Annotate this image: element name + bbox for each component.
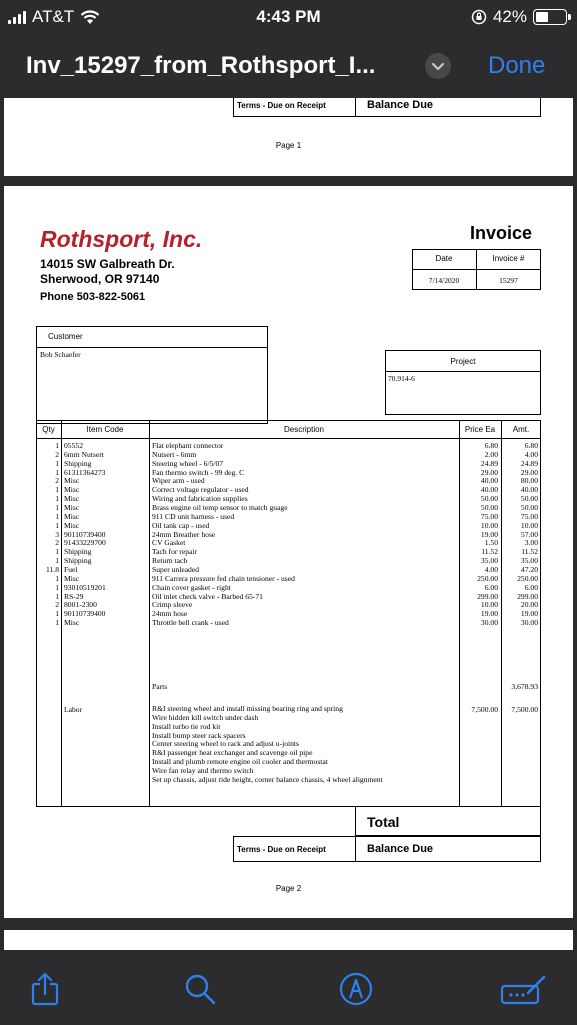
item-price-cell: 50.00 [480, 503, 498, 513]
item-price-cell: 6.00 [484, 582, 498, 592]
customer-value: Bob Schaefer [40, 350, 81, 359]
item-desc-cell: CV Gasket [152, 538, 186, 548]
item-desc-cell: Tach for repair [152, 547, 198, 557]
item-price-cell: 24.89 [480, 458, 498, 468]
parts-amount: 3,678.93 [511, 682, 538, 691]
item-amt-cell: 10.00 [520, 520, 538, 530]
company-address-2: Sherwood, OR 97140 [40, 272, 160, 286]
invoice-number-value: 15297 [499, 276, 518, 285]
header-item-code: Item Code [86, 425, 124, 434]
item-amt-cell: 75.00 [520, 511, 538, 521]
description-column [152, 442, 457, 628]
clock: 4:43 PM [256, 7, 321, 26]
item-amt-cell: 4.00 [524, 449, 538, 459]
item-qty-cell: 1 [55, 441, 59, 450]
amount-column [501, 442, 538, 628]
signature-icon [500, 972, 548, 1006]
item-code-cell: Misc [64, 573, 80, 583]
item-desc-cell: 911 Carrera pressure fed chain tensioner - used [152, 573, 295, 583]
item-amt-cell: 6.80 [524, 441, 538, 450]
carrier-label: AT&T [32, 7, 75, 26]
item-qty-cell: 2 [55, 600, 59, 610]
labor-line: Install and plumb remote engine oil cooler and thermostat [152, 757, 328, 767]
item-amt-cell: 24.89 [520, 458, 538, 468]
item-qty-cell: 1 [55, 609, 59, 619]
date-value: 7/14/2020 [428, 276, 460, 285]
invoice-title: Invoice [470, 223, 533, 243]
item-qty-cell: 1 [55, 520, 59, 530]
item-code-cell: Fuel [64, 565, 78, 575]
item-price-cell: 6.80 [484, 441, 498, 450]
item-code-cell: Misc [64, 485, 80, 495]
item-amt-cell: 29.00 [520, 467, 538, 477]
item-price-cell: 11.52 [481, 547, 498, 557]
item-amt-cell: 35.00 [520, 556, 538, 566]
company-address-1: 14015 SW Galbreath Dr. [40, 257, 175, 271]
item-code-cell: Misc [64, 511, 80, 521]
item-desc-cell: Correct voltage regulator - used [152, 485, 249, 495]
item-desc-cell: Fan thermo switch - 99 deg. C [152, 467, 245, 477]
item-qty-cell: 1 [55, 591, 59, 601]
item-code-cell: Misc [64, 618, 80, 628]
labor-line: Wire fan relay and thermo switch [152, 766, 254, 776]
item-desc-cell: Flat elephant connector [152, 441, 224, 450]
item-desc-cell: Oil inlet check valve - Barbed 65-71 [152, 591, 263, 601]
labor-price: 7,500.00 [471, 705, 498, 714]
labor-line: Install turbo tie rod kit [152, 721, 221, 731]
item-desc-cell: Super unleaded [152, 565, 200, 575]
item-qty-cell: 2 [55, 476, 59, 486]
item-code-cell: RS-29 [64, 591, 84, 601]
item-price-cell: 2.00 [484, 449, 498, 459]
item-code-cell: Shipping [64, 556, 92, 566]
status-bar [0, 0, 577, 36]
item-code-cell: Misc [64, 494, 80, 504]
item-qty-cell: 1 [55, 467, 59, 477]
item-amt-cell: 80.00 [520, 476, 538, 486]
page1-terms-label: Terms - Due on Receipt [237, 101, 326, 110]
labor-line: Set up chassis, adjust ride height, corner balance chassis, 4 wheel alignment [152, 774, 383, 784]
terms-label: Terms - Due on Receipt [237, 845, 326, 854]
item-price-cell: 19.00 [480, 609, 498, 619]
item-amt-cell: 47.20 [520, 565, 538, 575]
item-price-cell: 50.00 [480, 494, 498, 504]
item-qty-cell: 1 [55, 547, 59, 557]
item-amt-cell: 20.00 [520, 600, 538, 610]
qty-column [36, 442, 59, 628]
item-qty-cell: 2 [55, 449, 59, 459]
item-code-cell: 90110739400 [64, 609, 106, 619]
item-amt-cell: 50.00 [520, 494, 538, 504]
item-code-cell: 90110739400 [64, 529, 106, 539]
date-label: Date [435, 254, 453, 263]
page-1 [4, 98, 573, 176]
bottom-toolbar [0, 950, 577, 1025]
item-code-cell: Misc [64, 476, 80, 486]
project-value: 70.914-6 [388, 374, 415, 383]
item-code-cell: Misc [64, 503, 80, 513]
item-amt-cell: 40.00 [520, 485, 538, 495]
item-amt-cell: 11.52 [521, 547, 538, 557]
item-price-cell: 19.00 [480, 529, 498, 539]
item-desc-cell: Chain cover gasket - right [152, 582, 231, 592]
labor-description [152, 705, 457, 785]
item-price-cell: 30.00 [480, 618, 498, 628]
item-desc-cell: 24mm Breather hose [152, 529, 216, 539]
customer-label: Customer [48, 332, 83, 341]
item-qty-cell: 2 [55, 538, 59, 548]
item-amt-cell: 50.00 [520, 503, 538, 513]
item-desc-cell: Return tach [152, 556, 188, 566]
invoice-number-label: Invoice # [492, 254, 525, 263]
item-amt-cell: 299.00 [517, 591, 538, 601]
page-2 [4, 186, 573, 918]
header-qty: Qty [42, 425, 55, 434]
status-right [471, 7, 567, 27]
markup-button[interactable] [339, 972, 373, 1006]
item-desc-cell: Nutsert - 6mm [152, 449, 197, 459]
nav-bar [0, 36, 577, 98]
item-price-cell: 299.00 [477, 591, 498, 601]
battery-percent: 42% [492, 7, 527, 26]
item-amt-cell: 3.00 [524, 538, 538, 548]
company-phone: Phone 503-822-5061 [40, 291, 146, 303]
company-name: Rothsport, Inc. [40, 226, 203, 252]
item-price-cell: 250.00 [477, 573, 498, 583]
item-code-cell: 93010519201 [64, 582, 106, 592]
item-desc-cell: 911 CD unit harness - used [152, 511, 235, 521]
item-code-cell: Shipping [64, 458, 92, 468]
item-code-column [64, 442, 148, 628]
labor-amount: 7,500.00 [511, 705, 538, 714]
item-desc-cell: Throttle bell crank - used [152, 618, 229, 628]
title-menu-button[interactable] [425, 53, 451, 79]
item-code-cell: 8001-2300 [64, 600, 97, 610]
item-desc-cell: Oil tank cap - used [152, 520, 210, 530]
labor-line: Install bump steer rack spacers [152, 730, 246, 740]
project-label: Project [450, 357, 476, 366]
item-amt-cell: 250.00 [517, 573, 538, 583]
search-button[interactable] [183, 972, 217, 1006]
item-price-cell: 40.00 [480, 485, 498, 495]
labor-code: Labor [64, 705, 83, 714]
item-price-cell: 29.00 [480, 467, 498, 477]
item-qty-cell: 1 [55, 494, 59, 504]
price-column [459, 442, 498, 628]
item-price-cell: 35.00 [480, 556, 498, 566]
parts-label: Parts [152, 682, 168, 691]
document-title[interactable]: Inv_15297_from_Rothsport_I... [26, 52, 376, 79]
page1-balance-label: Balance Due [367, 99, 434, 111]
item-price-cell: 4.00 [484, 565, 498, 575]
item-desc-cell: Wiper arm - used [152, 476, 205, 486]
item-qty-cell: 1 [55, 573, 59, 583]
item-desc-cell: 24mm hose [152, 609, 188, 619]
labor-line: Wire hidden kill switch under dash [152, 712, 259, 722]
chevron-down-icon [425, 53, 451, 79]
labor-line: R&I passenger heat exchanger and scavenge oil pipe [152, 748, 313, 758]
page2-number: Page 2 [275, 884, 302, 893]
orientation-lock-icon [471, 9, 487, 25]
page-3 [4, 930, 573, 950]
item-qty-cell: 1 [55, 556, 59, 566]
labor-line: Center steering wheel to rack and adjust u-joints [152, 739, 299, 749]
item-price-cell: 75.00 [480, 511, 498, 521]
markup-icon [339, 972, 373, 1006]
item-amt-cell: 30.00 [520, 618, 538, 628]
total-label: Total [367, 814, 400, 830]
item-qty-cell: 1 [55, 485, 59, 495]
item-code-cell: 61311364273 [64, 467, 106, 477]
item-qty-cell: 11.8 [45, 565, 59, 575]
labor-line: R&I steering wheel and install missing bearing ring and spring [152, 704, 343, 713]
item-amt-cell: 57.00 [520, 529, 538, 539]
item-desc-cell: Wiring and fabrication supplies [152, 494, 248, 504]
balance-label: Balance Due [367, 843, 434, 855]
item-desc-cell: Crimp sleeve [152, 600, 193, 610]
share-icon [28, 972, 62, 1006]
item-code-cell: 6mm Nutsert [64, 449, 104, 459]
header-description: Description [283, 425, 324, 434]
search-icon [183, 972, 217, 1006]
done-button[interactable]: Done [488, 52, 546, 79]
item-price-cell: 40.00 [480, 476, 498, 486]
header-amount: Amt. [512, 425, 530, 434]
item-qty-cell: 3 [55, 529, 59, 539]
item-amt-cell: 6.00 [524, 582, 538, 592]
item-price-cell: 10.00 [480, 520, 498, 530]
item-qty-cell: 1 [55, 458, 59, 468]
item-qty-cell: 1 [55, 618, 59, 628]
item-price-cell: 1.50 [484, 538, 498, 548]
battery-icon [533, 9, 567, 25]
signature-button[interactable] [500, 972, 548, 1006]
item-amt-cell: 19.00 [520, 609, 538, 619]
item-code-cell: 91433229700 [64, 538, 106, 548]
item-desc-cell: Steering wheel - 6/5/07 [152, 458, 224, 468]
item-code-cell: Misc [64, 520, 80, 530]
item-code-cell: Shipping [64, 547, 92, 557]
header-price-each: Price Ea [464, 425, 496, 434]
item-qty-cell: 1 [55, 582, 59, 592]
item-code-cell: 05552 [64, 441, 83, 450]
document-viewer[interactable] [0, 98, 577, 950]
share-button[interactable] [28, 972, 62, 1006]
page1-number: Page 1 [275, 141, 302, 150]
item-price-cell: 10.00 [480, 600, 498, 610]
item-qty-cell: 1 [55, 511, 59, 521]
item-desc-cell: Brass engine oil temp sensor to match guage [152, 503, 288, 513]
item-qty-cell: 1 [55, 503, 59, 513]
